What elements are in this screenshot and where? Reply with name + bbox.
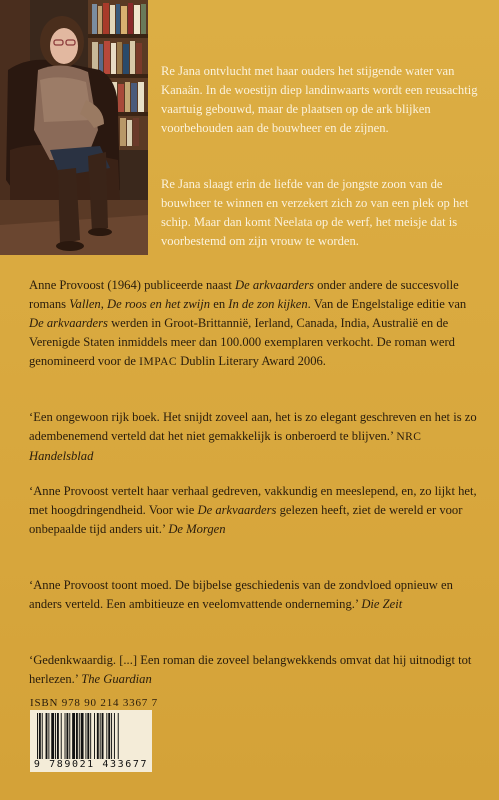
barcode-bar [81,713,84,759]
bio-text: onder andere de succesvolle romans [29,278,459,311]
review-quote-1 [29,408,481,466]
quote-text: ‘Anne Provoost toont moed. De bijbelse geschiedenis van de zondvloed opnieuw en anders verteld. Een ambitieuze en veelomvattende onderneming.’ [29,578,453,611]
barcode-bar [102,713,104,759]
barcode-bar [55,713,56,759]
author-photo-image [0,0,148,255]
barcode-bar [72,713,75,759]
quote-text: gelezen heeft, ziet de wereld er voor onbepaalde tijd anders uit.’ [29,503,463,536]
barcode-bar [87,713,89,759]
barcode-bar [76,713,78,759]
barcode-bars [36,713,146,759]
review-quote-3 [29,576,481,614]
barcode-bar [69,713,70,759]
quote-source: De Morgen [168,522,226,536]
barcode-bar [61,713,62,759]
barcode-bar [46,713,48,759]
quote-text: ‘Gedenkwaardig. [...] Een roman die zoveel belangwekkends omvat dat hij uitnodigt tot herlezen.’ [29,653,472,686]
barcode-bar [97,713,99,759]
bio-text: Anne Provoost (1964) publiceerde naast [29,278,235,292]
review-quote-2 [29,482,481,539]
barcode-bar [79,713,80,759]
barcode-bar [37,713,38,759]
barcode-bar [111,713,112,759]
barcode-bar [66,713,68,759]
author-photo [0,0,148,255]
bio-text: Dublin Literary Award 2006. [177,354,326,368]
award-name: IMPAC [139,356,178,368]
barcode-bar [39,713,41,759]
author-bio [29,276,481,372]
bio-text: , [100,297,108,311]
bio-text: werden in Groot-Brittannië, Ierland, Canada, India, Australië en de Verenigde Staten inmiddels meer dan 100.000 exemplaren verkocht. De roman werd genomineerd voor de [29,316,455,368]
bio-book-title: De arkvaarders [29,316,108,330]
barcode-bar [42,713,43,759]
barcode-digits: 9 789021 433677 [33,759,149,770]
quote-text: ‘Een ongewoon rijk boek. Het snijdt zoveel aan, het is zo elegant geschreven en het is zo adembenemend verteld dat het niet gemakkelijk is onberoerd te blijven.’ [29,410,477,443]
review-quote-4 [29,651,481,689]
barcode-bar [51,713,54,759]
barcode-bar [94,713,95,759]
bio-book-title: Vallen [69,297,101,311]
bio-book-title: De roos en het zwijn [107,297,211,311]
barcode-bar [48,713,49,759]
isbn-label: ISBN 978 90 214 3367 7 [30,697,158,709]
barcode-bar [85,713,86,759]
quote-book-title: De arkvaarders [197,503,277,517]
barcode-bar [114,713,115,759]
bio-text: en [210,297,229,311]
quote-source: Handelsblad [29,449,94,463]
quote-source: The Guardian [81,672,152,686]
barcode-bar [118,713,119,759]
barcode-bar [108,713,110,759]
quote-source: Die Zeit [361,597,403,611]
quote-source: NRC [396,431,422,443]
barcode-bar [106,713,107,759]
barcode-bar [90,713,91,759]
blurb-paragraph-2: Re Jana slaagt erin de liefde van de jongste zoon van de bouwheer te winnen en verzekert zich zo van een plek op het schip. Maar dan komt Neelata op de werf, het meisje dat is voorbestemd om zijn vrouw te worden. [161,177,469,248]
bio-text: . Van de Engelstalige editie van [307,297,467,311]
barcode-bar [57,713,59,759]
barcode-bar [65,713,66,759]
quote-text: ‘Anne Provoost vertelt haar verhaal gedreven, vakkundig en meeslepend, en, zo lijkt het, met hoogdringendheid. Voor wie [29,484,477,517]
bio-book-title: In de zon kijken [228,297,308,311]
barcode [30,710,152,772]
bio-book-title: De arkvaarders [235,278,314,292]
barcode-bar [100,713,101,759]
blurb-paragraph-1: Re Jana ontvlucht met haar ouders het stijgende water van Kanaän. In de woestijn diep landinwaarts wordt een reusachtig vaartuig gebouwd, maar de plaatsen op de ark blijken voorbehouden aan de bouwheer en de zijnen. [161,64,478,135]
